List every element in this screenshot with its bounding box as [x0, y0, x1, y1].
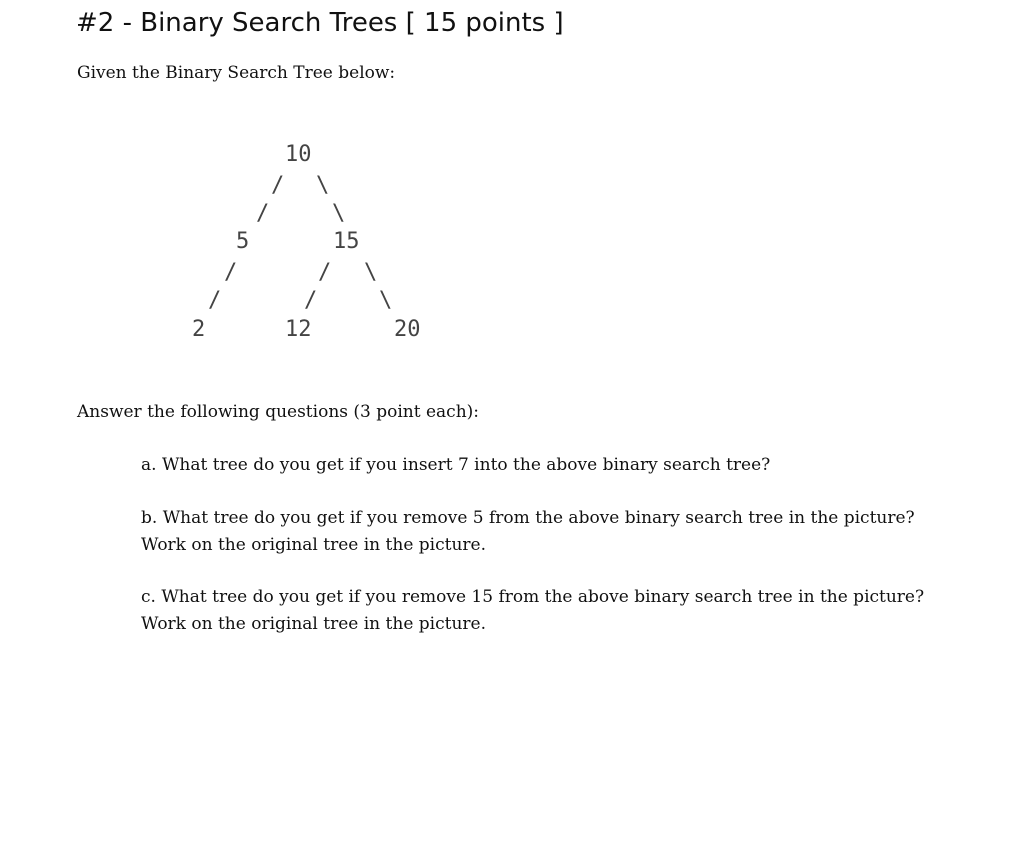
tree-node-12: 12 — [285, 317, 312, 342]
tree-edge-root-right-upper: \ — [316, 173, 330, 198]
tree-edge-root-left-lower: / — [256, 201, 270, 226]
tree-edge-root-right-lower: \ — [332, 201, 346, 226]
intro-text: Given the Binary Search Tree below: — [77, 63, 396, 83]
tree-edge-15-right-lower: \ — [379, 288, 393, 313]
tree-node-2: 2 — [192, 317, 206, 342]
tree-node-10: 10 — [285, 142, 312, 167]
tree-edge-5-left-lower: / — [208, 288, 222, 313]
tree-node-15: 15 — [333, 229, 360, 254]
tree-node-20: 20 — [394, 317, 421, 342]
tree-edge-15-left-lower: / — [304, 288, 318, 313]
question-b — [141, 505, 915, 559]
tree-edge-15-left-upper: / — [318, 260, 332, 285]
instructions-text: Answer the following questions (3 point each): — [77, 402, 480, 422]
question-c-note: Work on the original tree in the picture. — [141, 614, 486, 634]
tree-edge-15-right-upper: \ — [364, 260, 378, 285]
question-c — [141, 584, 924, 638]
tree-edge-5-left-upper: / — [224, 260, 238, 285]
page-title: #2 - Binary Search Trees [ 15 points ] — [76, 8, 564, 38]
question-a — [141, 452, 770, 479]
question-a-text: a. What tree do you get if you insert 7 into the above binary search tree? — [141, 455, 771, 475]
question-b-note: Work on the original tree in the picture. — [141, 535, 486, 555]
question-c-text: c. What tree do you get if you remove 15 from the above binary search tree in the picture? — [141, 587, 925, 607]
tree-edge-root-left-upper: / — [271, 173, 285, 198]
question-b-text: b. What tree do you get if you remove 5 from the above binary search tree in the picture? — [141, 508, 915, 528]
tree-node-5: 5 — [236, 229, 250, 254]
